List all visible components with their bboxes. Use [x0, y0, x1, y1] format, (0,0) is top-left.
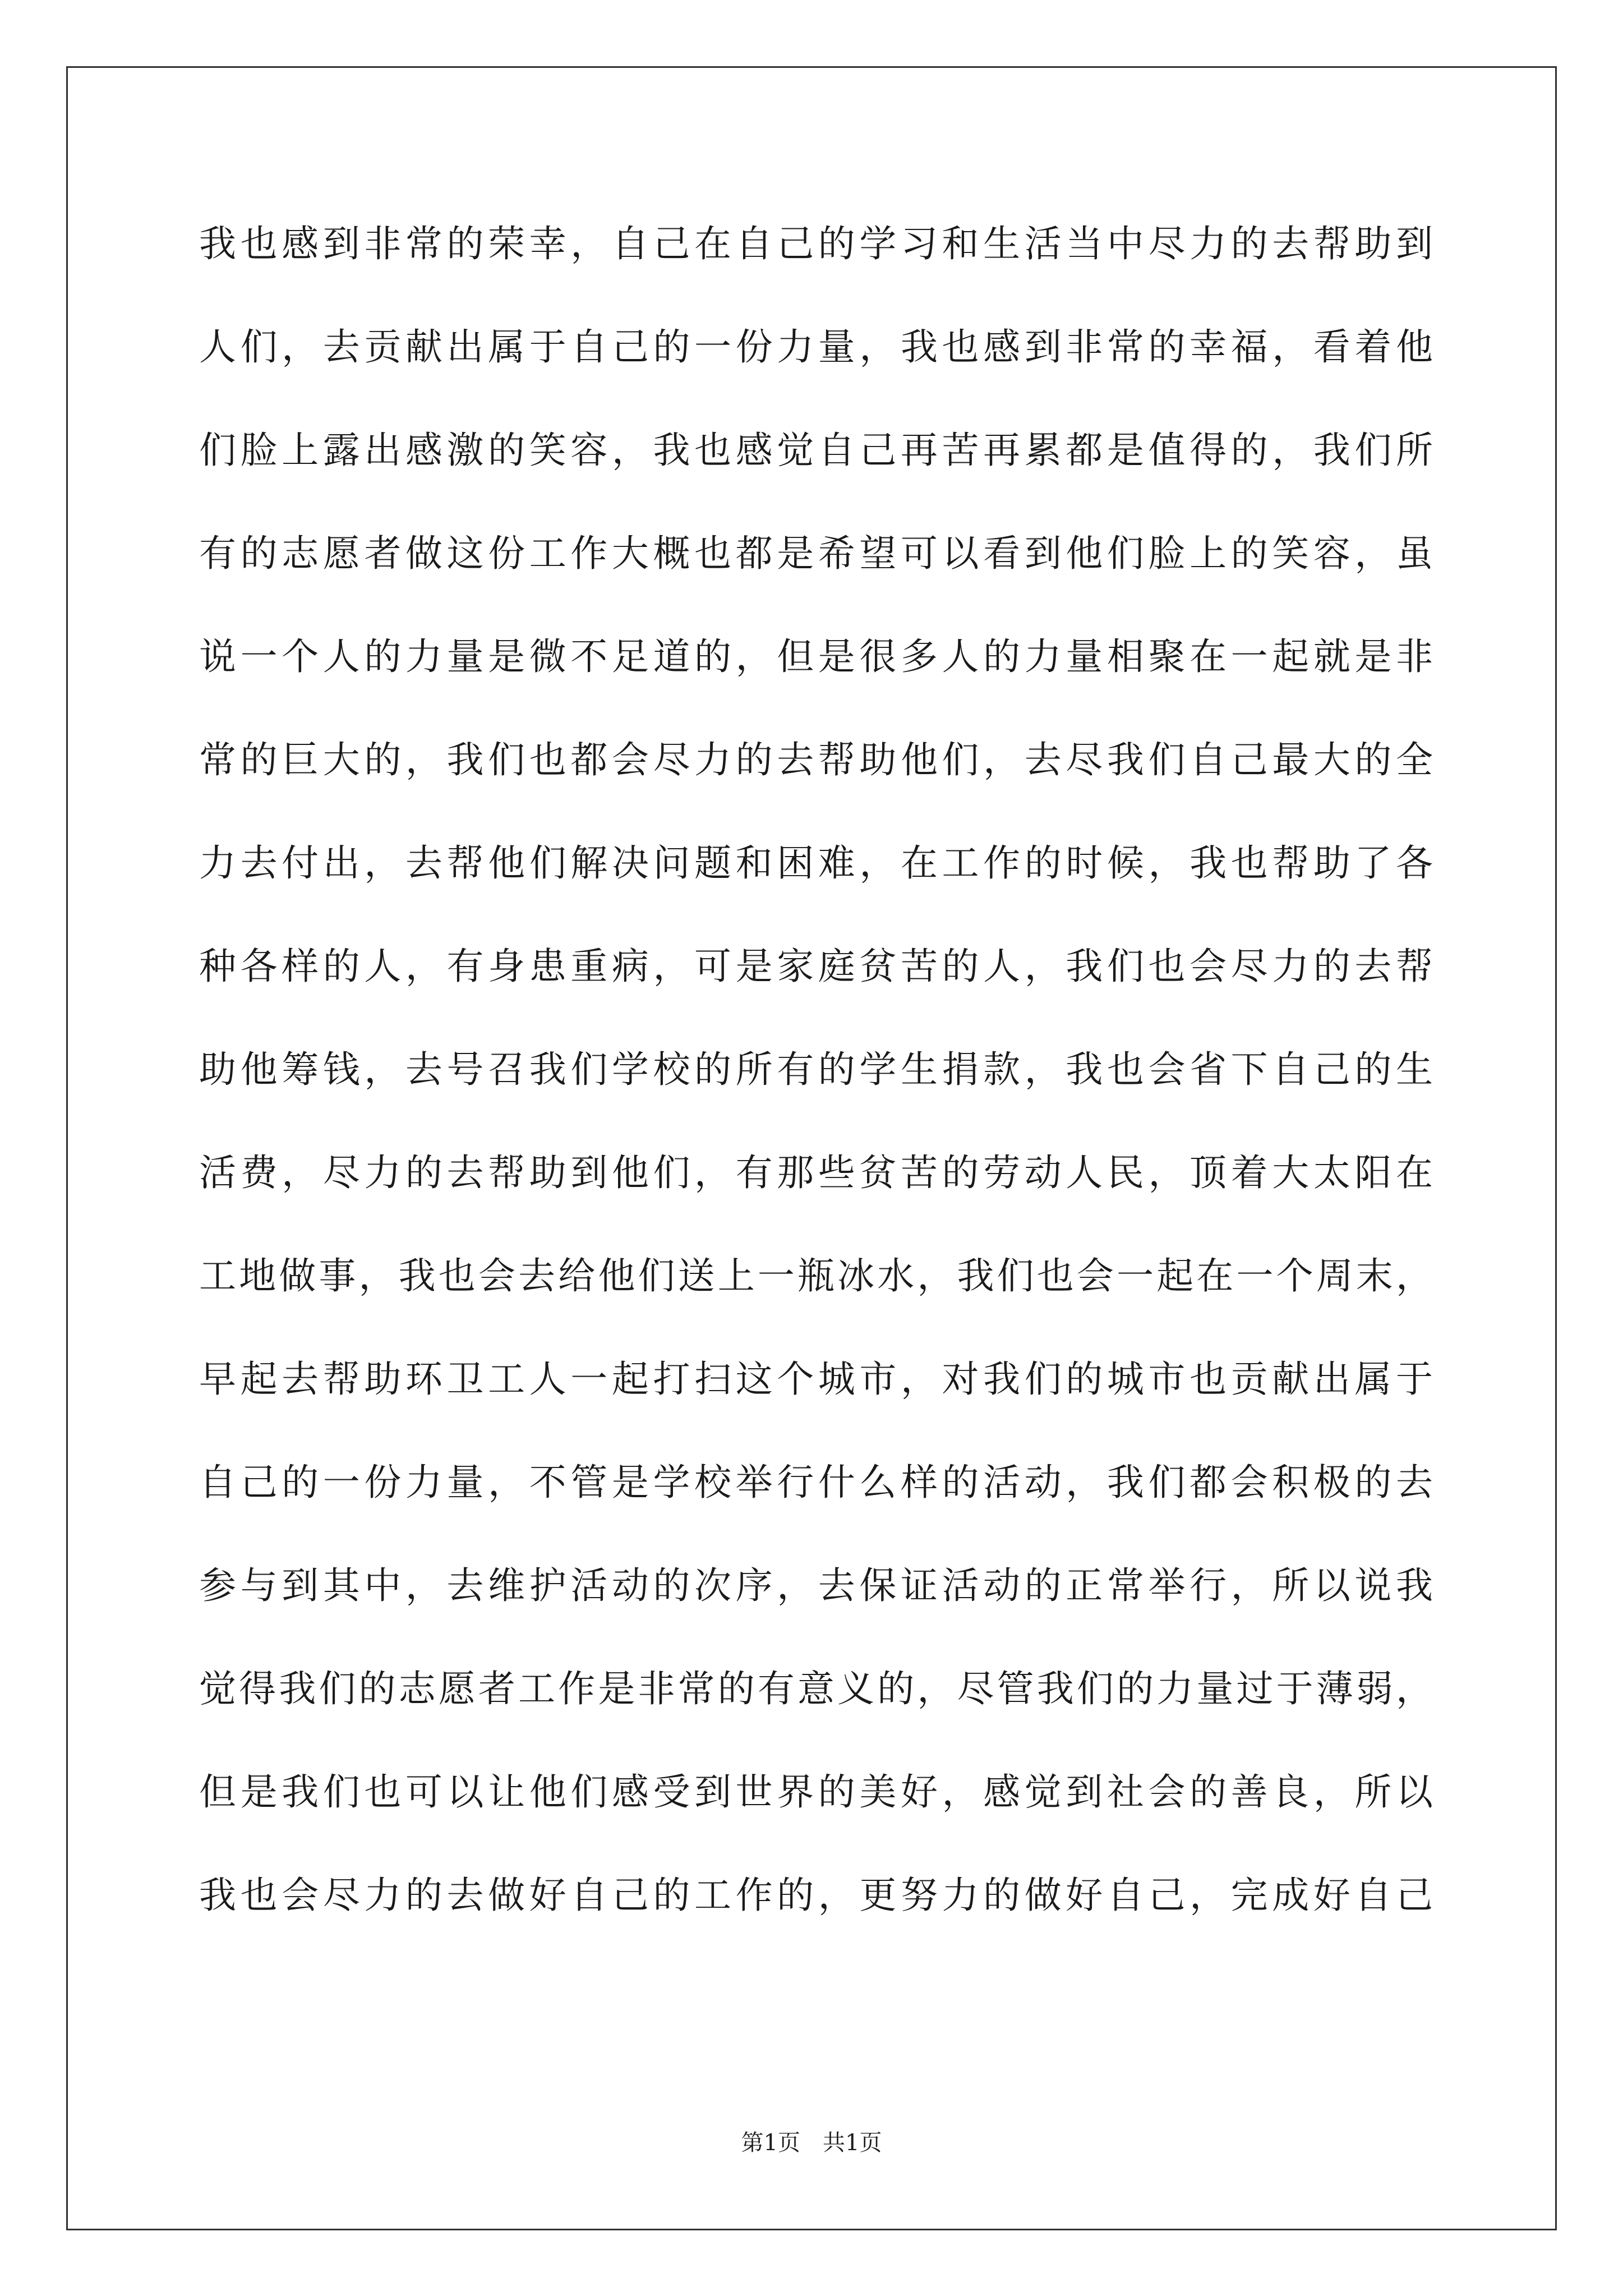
text-line: 觉得我们的志愿者工作是非常的有意义的，尽管我们的力量过于薄弱，: [199, 1667, 1433, 1710]
text-line: 助他筹钱，去号召我们学校的所有的学生捐款，我也会省下自己的生: [199, 1048, 1433, 1091]
text-line: 力去付出，去帮他们解决问题和困难，在工作的时候，我也帮助了各: [199, 841, 1433, 885]
text-line: 说一个人的力量是微不足道的，但是很多人的力量相聚在一起就是非: [199, 635, 1433, 678]
text-line: 人们，去贡献出属于自己的一份力量，我也感到非常的幸福，看着他: [199, 325, 1433, 369]
text-line: 早起去帮助环卫工人一起打扫这个城市，对我们的城市也贡献出属于: [199, 1358, 1433, 1401]
text-line: 有的志愿者做这份工作大概也都是希望可以看到他们脸上的笑容，虽: [199, 532, 1433, 575]
text-line: 常的巨大的，我们也都会尽力的去帮助他们，去尽我们自己最大的全: [199, 738, 1433, 781]
text-line: 我也感到非常的荣幸，自己在自己的学习和生活当中尽力的去帮助到: [199, 222, 1433, 265]
text-line: 参与到其中，去维护活动的次序，去保证活动的正常举行，所以说我: [199, 1564, 1433, 1607]
text-line: 我也会尽力的去做好自己的工作的，更努力的做好自己，完成好自己: [199, 1874, 1433, 1917]
text-line: 工地做事，我也会去给他们送上一瓶冰水，我们也会一起在一个周末，: [199, 1254, 1433, 1297]
body-text: [199, 216, 1433, 1971]
text-line: 自己的一份力量，不管是学校举行什么样的活动，我们都会积极的去: [199, 1461, 1433, 1504]
text-line: 但是我们也可以让他们感受到世界的美好，感觉到社会的善良，所以: [199, 1770, 1433, 1814]
text-line: 们脸上露出感激的笑容，我也感觉自己再苦再累都是值得的，我们所: [199, 429, 1433, 472]
text-line: 种各样的人，有身患重病，可是家庭贫苦的人，我们也会尽力的去帮: [199, 945, 1433, 988]
page-number-footer: 第1页 共1页: [741, 2130, 882, 2156]
text-line: 活费，尽力的去帮助到他们，有那些贫苦的劳动人民，顶着大太阳在: [199, 1151, 1433, 1194]
